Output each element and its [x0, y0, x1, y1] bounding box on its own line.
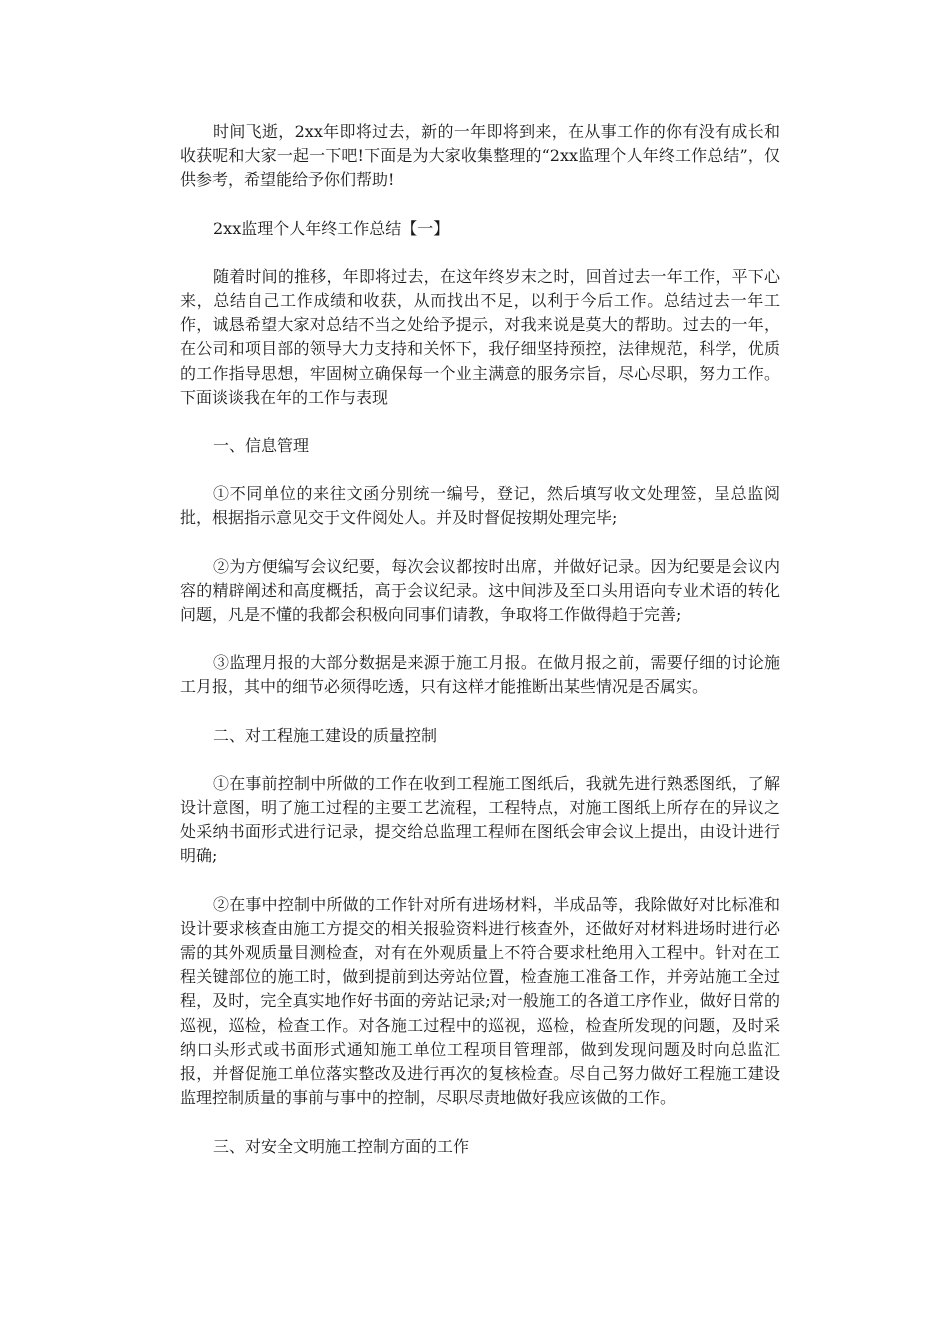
quality-item-1: ①在事前控制中所做的工作在收到工程施工图纸后，我就先进行熟悉图纸，了解设计意图，明了施工过程的主要工艺流程，工程特点，对施工图纸上所存在的异议之处采纳书面形式进行记录，提交给总监理工程师在图纸会审会议上提出，由设计进行明确;: [180, 773, 780, 866]
section-title: 2xx监理个人年终工作总结【一】: [213, 218, 450, 238]
document-page: [180, 120, 780, 1183]
intro-paragraph: 时间飞逝，2xx年即将过去，新的一年即将到来，在从事工作的你有没有成长和收获呢和大家一起一下吧!下面是为大家收集整理的“2xx监理个人年终工作总结”，仅供参考，希望能给予你们帮助!: [180, 122, 780, 190]
section-heading-safety: 三、对安全文明施工控制方面的工作: [213, 1136, 470, 1156]
info-item-3: ③监理月报的大部分数据是来源于施工月报。在做月报之前，需要仔细的讨论施工月报，其中的细节必须得吃透，只有这样才能推断出某些情况是否属实。: [180, 653, 780, 697]
section-heading-quality-control: 二、对工程施工建设的质量控制: [213, 725, 438, 745]
overview-paragraph: 随着时间的推移，年即将过去，在这年终岁末之时，回首过去一年工作，平下心来，总结自己工作成绩和收获，从而找出不足，以利于今后工作。总结过去一年工作，诚恳希望大家对总结不当之处给予提示，对我来说是莫大的帮助。过去的一年，在公司和项目部的领导大力支持和关怀下，我仔细坚持预控，法律规范，科学，优质的工作指导思想，牢固树立确保每一个业主满意的服务宗旨，尽心尽职，努力工作。下面谈谈我在年的工作与表现: [180, 266, 780, 407]
info-item-1: ①不同单位的来往文函分别统一编号，登记，然后填写收文处理签，呈总监阅批，根据指示意见交于文件阅处人。并及时督促按期处理完毕;: [180, 484, 780, 528]
info-item-2: ②为方便编写会议纪要，每次会议都按时出席，并做好记录。因为纪要是会议内容的精辟阐述和高度概括，高于会议纪录。这中间涉及至口头用语向专业术语的转化问题，凡是不懂的我都会积极向同事们请教，争取将工作做得趋于完善;: [180, 556, 780, 625]
quality-item-2: ②在事中控制中所做的工作针对所有进场材料，半成品等，我除做好对比标准和设计要求核查由施工方提交的相关报验资料进行核查外，还做好对材料进场时进行必需的其外观质量目测检查，对有在外观质量上不符合要求杜绝用入工程中。针对在工程关键部位的施工时，做到提前到达旁站位置，检查施工准备工作，并旁站施工全过程，及时，完全真实地作好书面的旁站记录;对一般施工的各道工序作业，做好日常的巡视，巡检，检查工作。对各施工过程中的巡视，巡检，检查所发现的问题，及时采纳口头形式或书面形式通知施工单位工程项目管理部，做到发现问题及时向总监汇报，并督促施工单位落实整改及进行再次的复核检查。尽自己努力做好工程施工建设监理控制质量的事前与事中的控制，尽职尽责地做好我应该做的工作。: [180, 894, 780, 1108]
section-heading-info-management: 一、信息管理: [213, 436, 310, 456]
